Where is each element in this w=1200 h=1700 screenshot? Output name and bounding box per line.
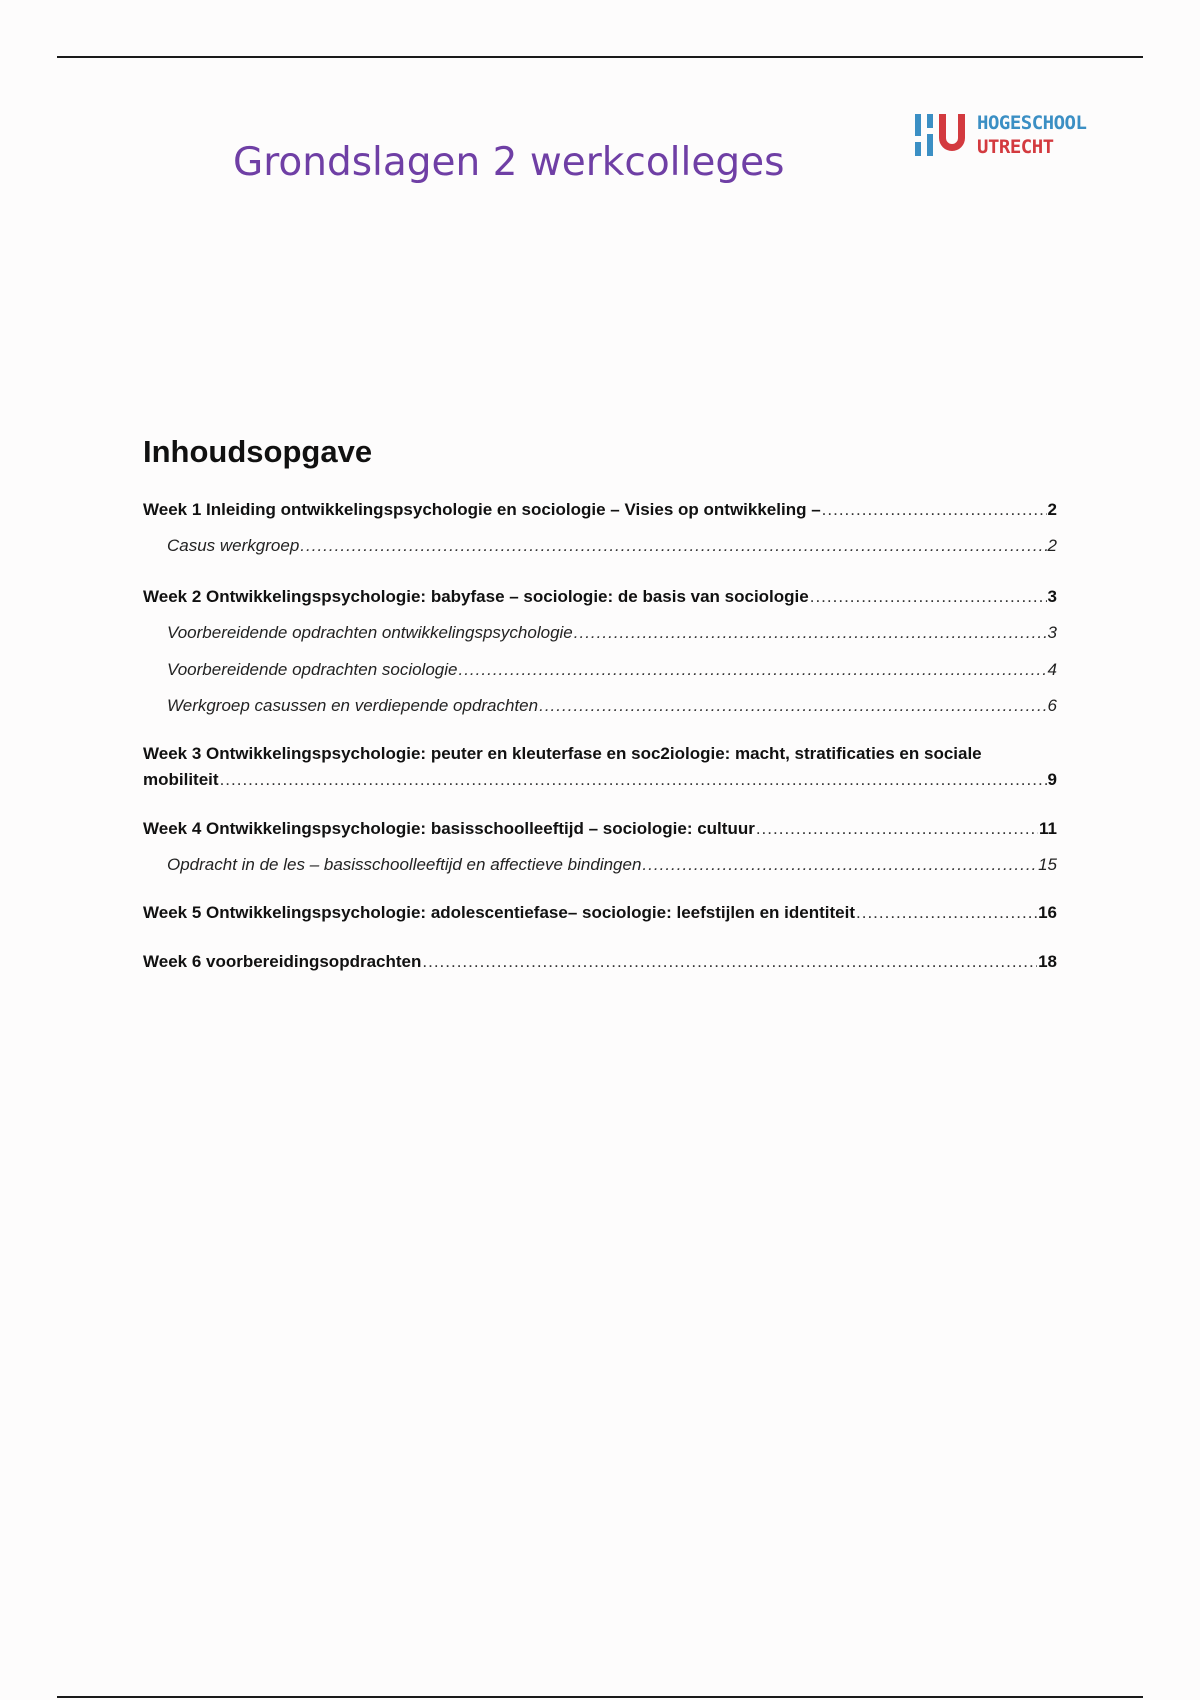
toc-entry-week-1[interactable]	[143, 497, 1057, 523]
toc-entry-second-line	[143, 767, 1057, 793]
toc-entry-label: Casus werkgroep	[167, 536, 300, 555]
header-rule	[57, 56, 1143, 58]
toc-entry-page: 18	[1038, 952, 1057, 971]
toc-dot-leader	[810, 584, 1047, 610]
toc-entry-label: Week 2 Ontwikkelingspsychologie: babyfase – sociologie: de basis van sociologie	[143, 587, 809, 606]
toc-entry-label: Week 1 Inleiding ontwikkelingspsychologie en sociologie – Visies op ontwikkeling –	[143, 500, 821, 519]
toc-entry-label: Voorbereidende opdrachten ontwikkelingspsychologie	[167, 623, 573, 642]
toc-dot-leader	[422, 949, 1037, 975]
logo-line-utrecht: UTRECHT	[977, 136, 1054, 158]
toc-entry-page: 9	[1047, 770, 1057, 789]
toc-entry-page: 16	[1038, 903, 1057, 922]
toc-entry-week-5[interactable]	[143, 900, 1057, 926]
toc-entry-label: Week 6 voorbereidingsopdrachten	[143, 952, 422, 971]
toc-dot-leader	[856, 900, 1037, 926]
hu-logo-icon	[913, 112, 973, 160]
toc-dot-leader	[756, 816, 1038, 842]
toc-entry-page: 15	[1038, 855, 1057, 874]
toc-entry-page: 3	[1047, 587, 1057, 606]
toc-dot-leader	[822, 497, 1047, 523]
toc-entry-page: 4	[1047, 660, 1057, 679]
footer-rule	[57, 1696, 1143, 1698]
toc-entry-label: Week 5 Ontwikkelingspsychologie: adolescentiefase– sociologie: leefstijlen en identiteit	[143, 903, 855, 922]
toc-entry-voorbereidende-ontwikkelingspsychologie[interactable]	[167, 620, 1057, 646]
toc-entry-week-2[interactable]	[143, 584, 1057, 610]
toc-dot-leader	[574, 620, 1047, 646]
toc-entry-page: 6	[1047, 696, 1057, 715]
toc-entry-label-line-1: Week 3 Ontwikkelingspsychologie: peuter en kleuterfase en soc2iologie: macht, stratificaties en sociale	[143, 744, 982, 763]
toc-entry-page: 2	[1047, 536, 1057, 555]
document-title: Grondslagen 2 werkcolleges	[233, 140, 785, 185]
logo-line-hogeschool: HOGESCHOOL	[977, 112, 1087, 134]
toc-entry-page: 3	[1047, 623, 1057, 642]
toc-entry-voorbereidende-sociologie[interactable]	[167, 657, 1057, 683]
toc-entry-label-line-2: mobiliteit	[143, 770, 219, 789]
toc-entry-casus-werkgroep[interactable]	[167, 533, 1057, 559]
toc-entry-page: 11	[1039, 819, 1057, 838]
toc-entry-week-3[interactable]	[143, 741, 1057, 793]
toc-entry-opdracht-in-de-les[interactable]	[167, 852, 1057, 878]
toc-entry-week-6[interactable]	[143, 949, 1057, 975]
hogeschool-utrecht-logo	[913, 112, 1093, 160]
toc-dot-leader	[300, 533, 1046, 559]
toc-dot-leader	[642, 852, 1037, 878]
toc-entry-week-4[interactable]	[143, 816, 1057, 842]
toc-entry-label: Voorbereidende opdrachten sociologie	[167, 660, 458, 679]
toc-entry-label: Week 4 Ontwikkelingspsychologie: basisschoolleeftijd – sociologie: cultuur	[143, 819, 755, 838]
toc-entry-label: Werkgroep casussen en verdiepende opdrachten	[167, 696, 539, 715]
toc-entry-label: Opdracht in de les – basisschoolleeftijd en affectieve bindingen	[167, 855, 642, 874]
toc-dot-leader	[539, 693, 1046, 719]
toc-entry-page: 2	[1047, 500, 1057, 519]
toc-heading: Inhoudsopgave	[143, 434, 373, 469]
toc-dot-leader	[458, 657, 1046, 683]
toc-entry-werkgroep-casussen[interactable]	[167, 693, 1057, 719]
toc-dot-leader	[220, 767, 1047, 793]
